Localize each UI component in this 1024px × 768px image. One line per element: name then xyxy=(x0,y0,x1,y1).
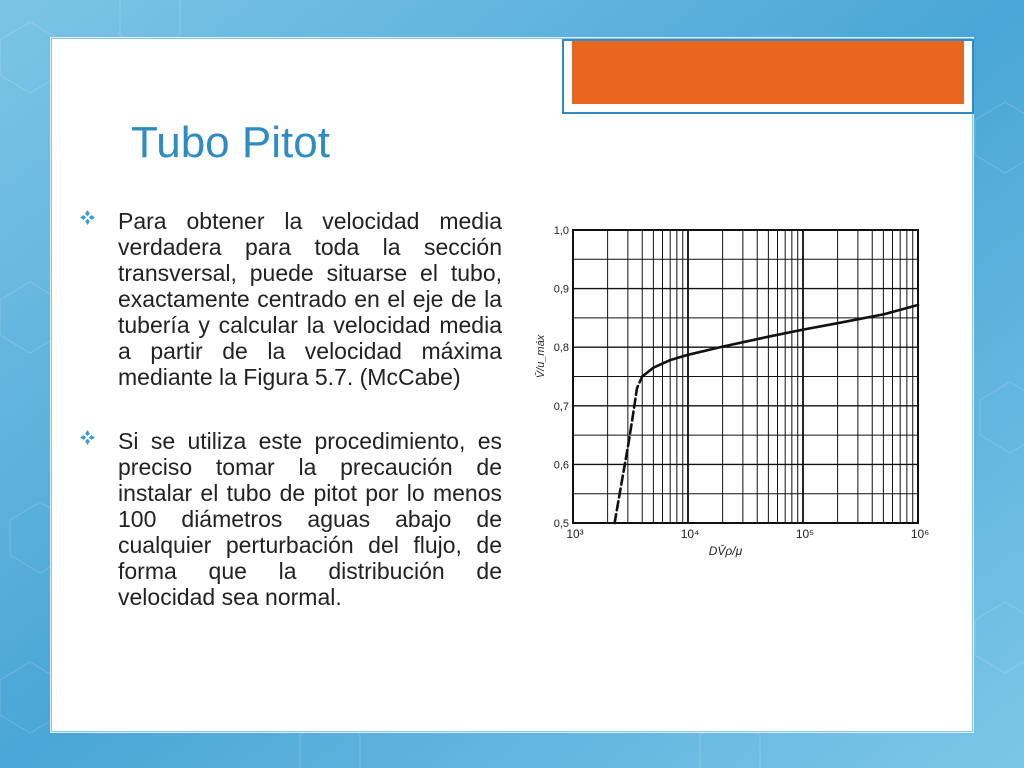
bullet-item xyxy=(78,428,502,610)
y-axis-title: V̄/u_máx xyxy=(535,334,547,379)
x-tick-label: 10³ xyxy=(566,527,584,541)
accent-bar xyxy=(572,41,964,104)
chart-svg xyxy=(535,215,940,565)
y-tick-label: 0,7 xyxy=(553,400,569,413)
y-tick-label: 0,8 xyxy=(553,342,569,355)
bullet-item xyxy=(78,208,502,390)
y-tick-label: 0,9 xyxy=(553,283,569,296)
y-tick-label: 0,5 xyxy=(553,518,569,530)
bullet-list xyxy=(78,208,502,648)
x-tick-label: 10⁵ xyxy=(795,527,815,541)
bullet-text: Si se utiliza este procedimiento, es preciso tomar la precaución de instalar el tubo de pitot por lo menos 100 diámetros aguas abajo de cualquier perturbación del flujo, de forma que la distribución de velocidad sea normal. xyxy=(118,428,502,610)
velocity-ratio-chart xyxy=(535,215,940,565)
diamond-bullet-icon xyxy=(80,430,95,445)
y-tick-label: 1,0 xyxy=(553,225,569,237)
x-tick-label: 10⁶ xyxy=(910,527,930,541)
slide-title: Tubo Pitot xyxy=(131,118,330,167)
bullet-text: Para obtener la velocidad media verdadera para toda la sección transversal, puede situarse el tubo, exactamente centrado en el eje de la tubería y calcular la velocidad media a partir de la velocidad máxima mediante la Figura 5.7. (McCabe) xyxy=(118,208,502,390)
diamond-bullet-icon xyxy=(80,210,95,225)
y-tick-label: 0,6 xyxy=(553,459,569,472)
x-axis-title: DV̄ρ/μ xyxy=(708,544,743,558)
accent-frame xyxy=(562,39,974,114)
x-tick-label: 10⁴ xyxy=(680,527,700,541)
